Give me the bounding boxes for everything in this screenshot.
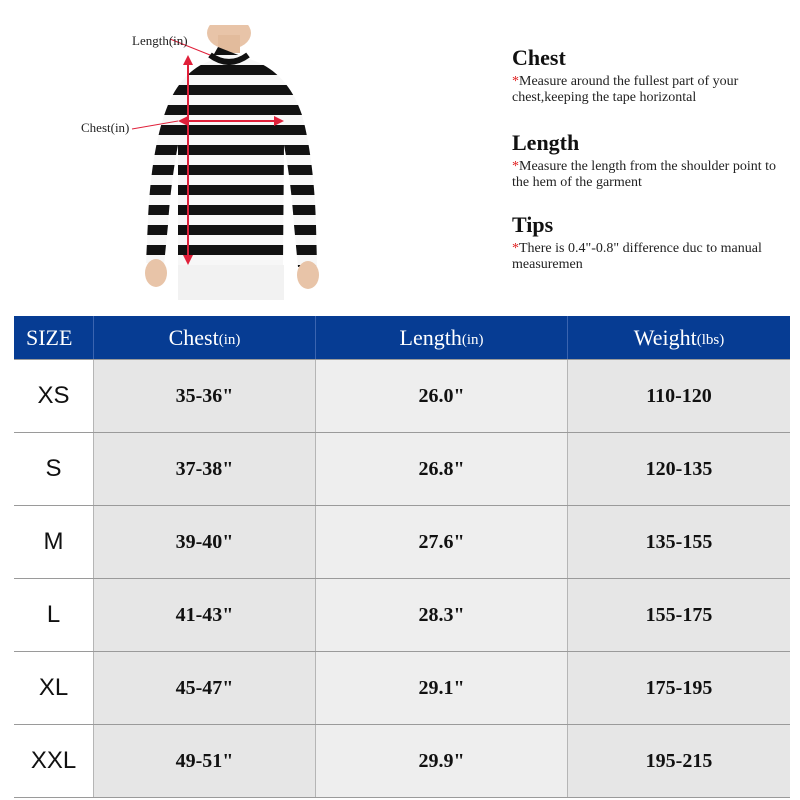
size-chart-table	[14, 316, 790, 798]
table-row	[14, 359, 790, 432]
header-weight-unit: (lbs)	[696, 332, 725, 348]
length-label: Length(in)	[132, 33, 188, 48]
chest-label: Chest(in)	[81, 120, 130, 135]
size-cell: L	[14, 579, 94, 651]
table-row	[14, 432, 790, 505]
weight-cell: 175-195	[568, 652, 790, 724]
table-row	[14, 505, 790, 578]
header-chest-label: Chest	[168, 324, 219, 350]
chest-cell: 41-43"	[94, 579, 316, 651]
length-cell: 26.0"	[316, 360, 568, 432]
pants-shape	[178, 265, 284, 300]
table-header	[14, 316, 790, 359]
tips-info	[512, 213, 792, 273]
length-cell: 29.9"	[316, 725, 568, 797]
tips-title: Tips	[512, 212, 554, 237]
header-length	[316, 316, 568, 359]
length-cell: 26.8"	[316, 433, 568, 505]
header-weight	[568, 316, 790, 359]
header-chest	[94, 316, 316, 359]
table-row	[14, 578, 790, 651]
size-cell: M	[14, 506, 94, 578]
length-cell: 28.3"	[316, 579, 568, 651]
shirt-figure	[70, 25, 330, 300]
weight-cell: 155-175	[568, 579, 790, 651]
size-cell: XXL	[14, 725, 94, 797]
asterisk: *	[512, 159, 519, 174]
weight-cell: 135-155	[568, 506, 790, 578]
chest-title: Chest	[512, 45, 566, 70]
chest-description-text: Measure around the fullest part of your chest,keeping the tape horizontal	[512, 74, 739, 105]
asterisk: *	[512, 74, 519, 89]
header-size-label: SIZE	[26, 324, 73, 350]
length-cell: 29.1"	[316, 652, 568, 724]
chest-info	[512, 46, 792, 106]
chest-description	[512, 74, 792, 106]
weight-cell: 110-120	[568, 360, 790, 432]
tips-description-text: There is 0.4"-0.8" difference duc to manual measuremen	[512, 241, 762, 272]
chest-cell: 45-47"	[94, 652, 316, 724]
striped-shirt-illustration	[70, 25, 330, 300]
length-description	[512, 159, 792, 191]
size-cell: XL	[14, 652, 94, 724]
header-length-label: Length	[399, 324, 462, 350]
weight-cell: 120-135	[568, 433, 790, 505]
header-weight-label: Weight	[633, 324, 697, 350]
header-size	[14, 316, 94, 359]
chest-cell: 39-40"	[94, 506, 316, 578]
asterisk: *	[512, 241, 519, 256]
chest-cell: 37-38"	[94, 433, 316, 505]
length-description-text: Measure the length from the shoulder point to the hem of the garment	[512, 159, 776, 190]
length-info	[512, 131, 792, 191]
size-cell: XS	[14, 360, 94, 432]
shirt-body	[130, 45, 330, 275]
length-title: Length	[512, 130, 580, 155]
left-hand	[145, 259, 167, 287]
tips-description	[512, 241, 792, 273]
size-cell: S	[14, 433, 94, 505]
chest-cell: 35-36"	[94, 360, 316, 432]
length-cell: 27.6"	[316, 506, 568, 578]
header-chest-unit: (in)	[218, 332, 241, 348]
table-row	[14, 724, 790, 798]
weight-cell: 195-215	[568, 725, 790, 797]
header-length-unit: (in)	[461, 332, 484, 348]
right-hand	[297, 261, 319, 289]
table-row	[14, 651, 790, 724]
chest-cell: 49-51"	[94, 725, 316, 797]
